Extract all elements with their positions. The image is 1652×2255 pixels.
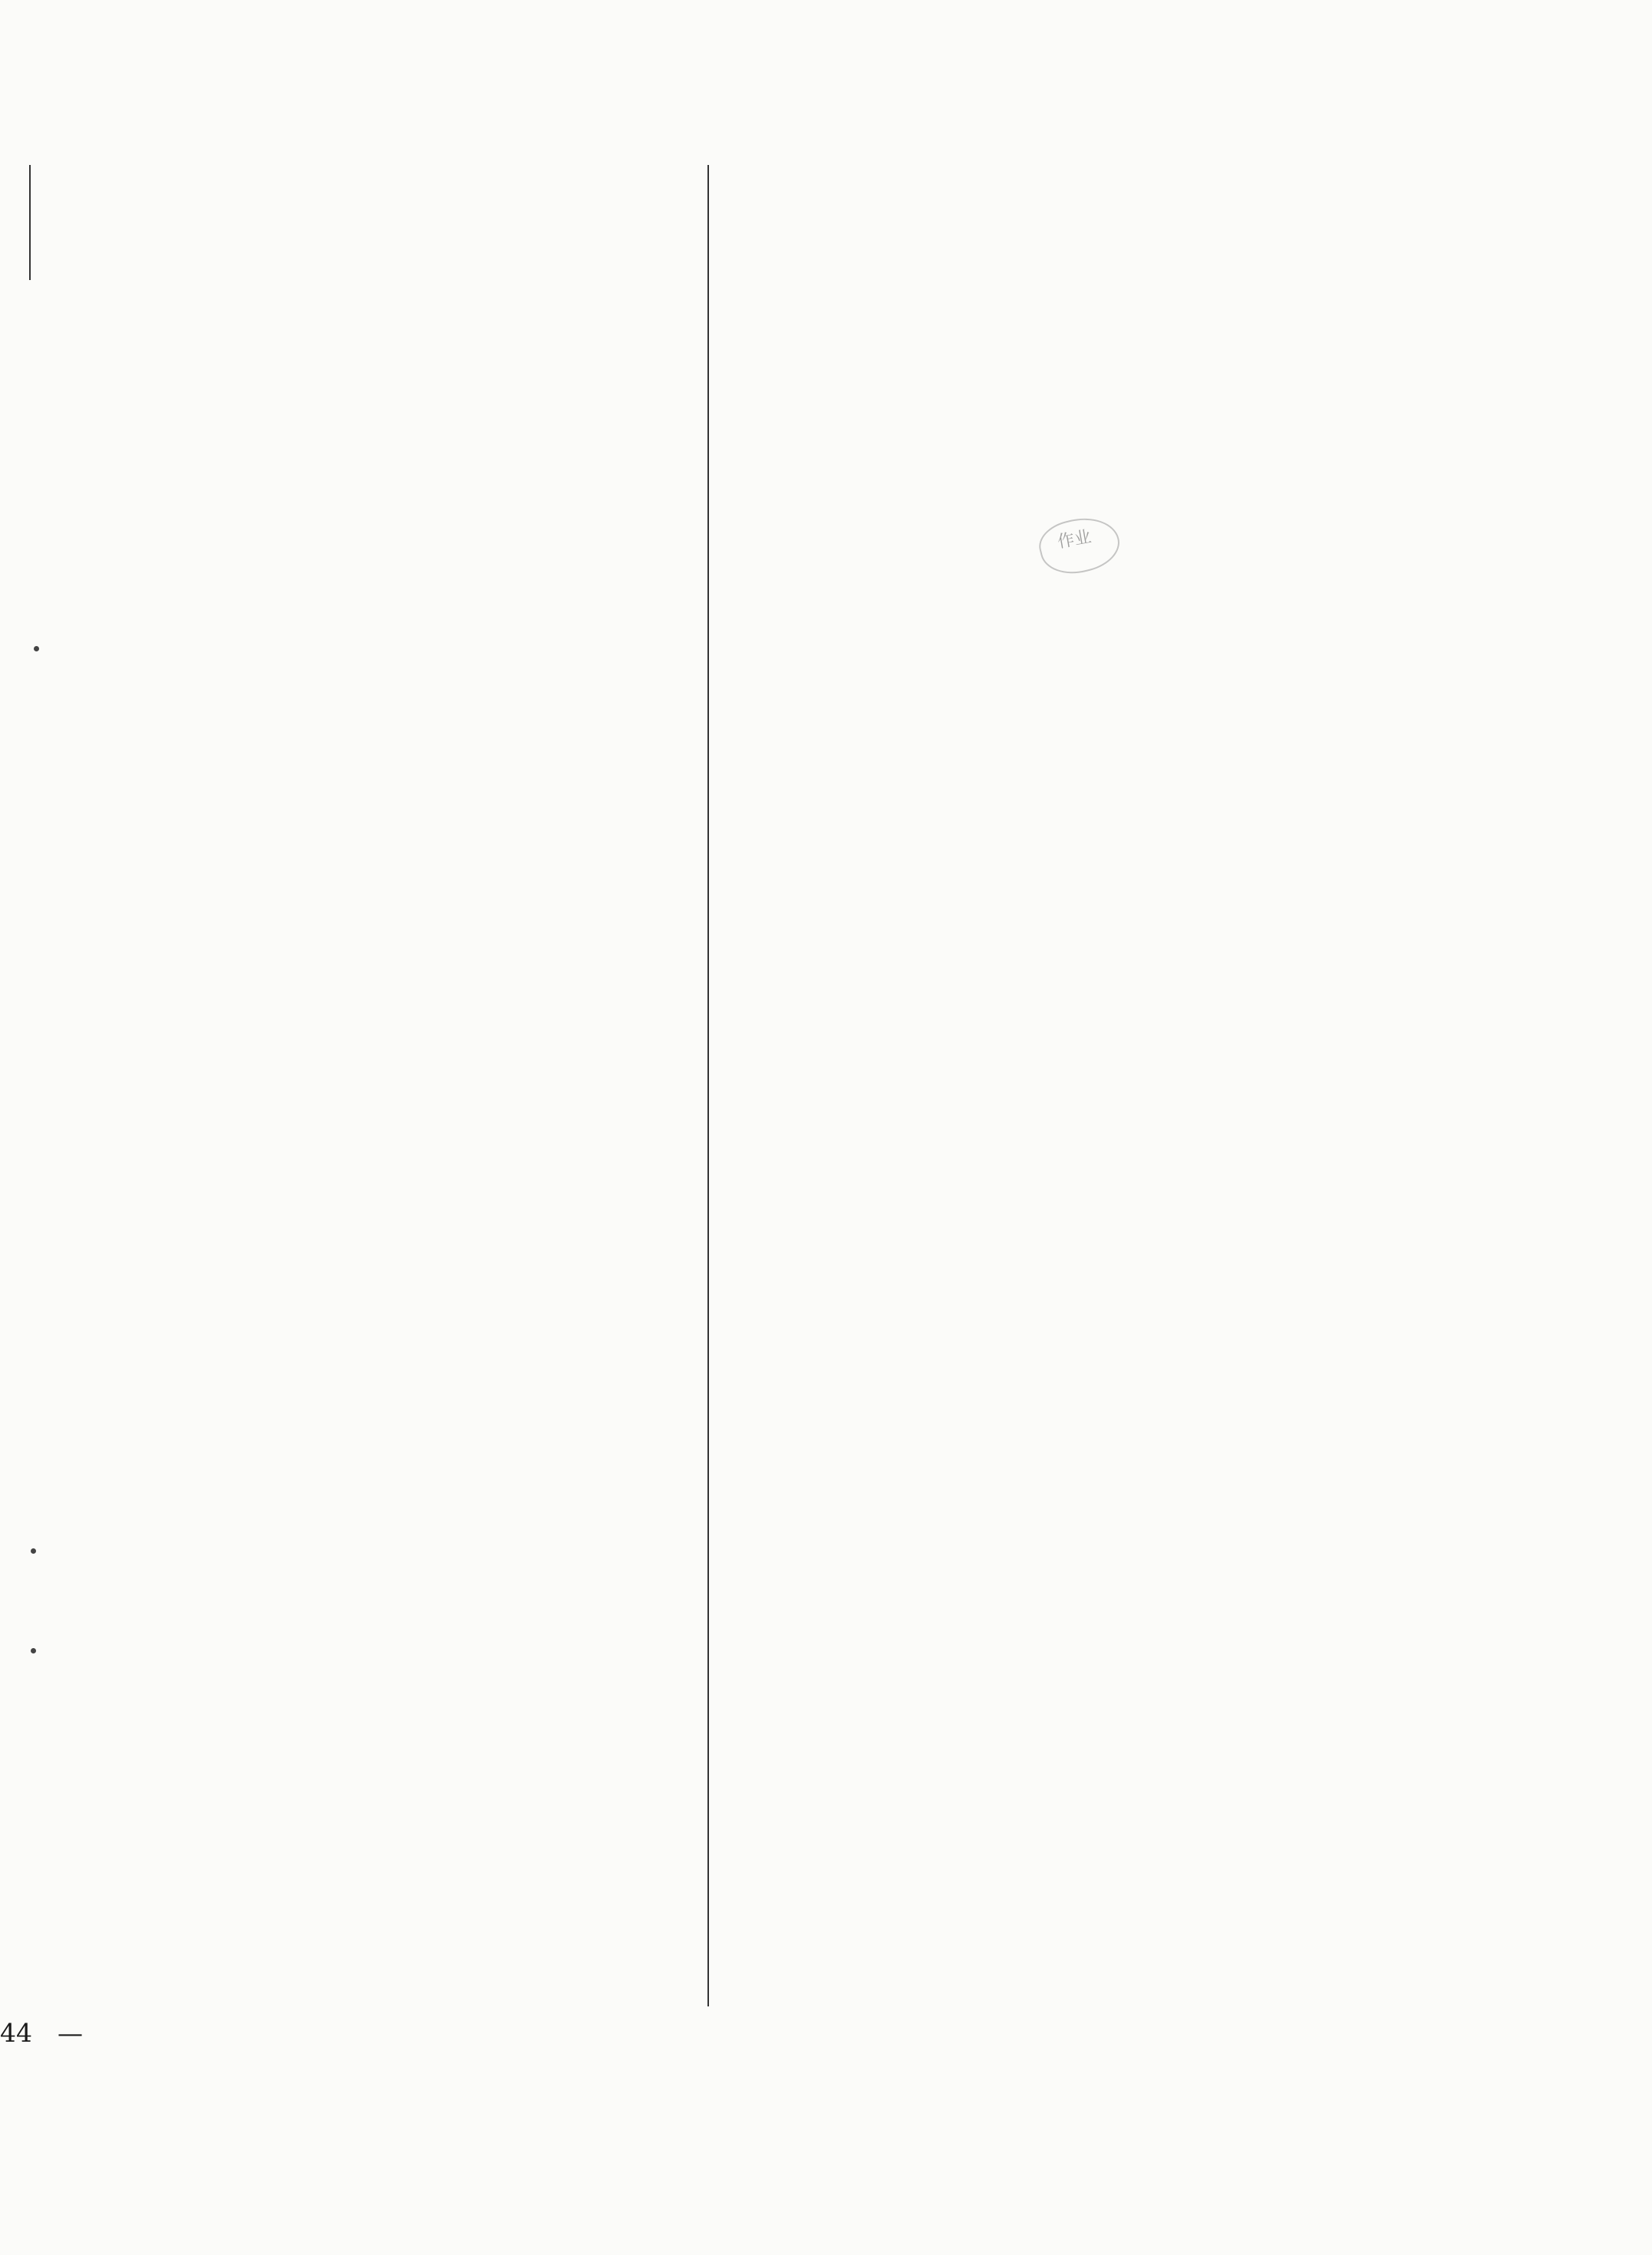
- scan-mark: [31, 1648, 36, 1653]
- page-number: 44 —: [0, 2018, 83, 2048]
- scan-mark: [31, 1548, 36, 1554]
- column-divider: [707, 165, 709, 2006]
- margin-rule: [29, 165, 31, 280]
- stamp-text: 作业: [1056, 527, 1093, 552]
- scan-mark: [34, 646, 39, 651]
